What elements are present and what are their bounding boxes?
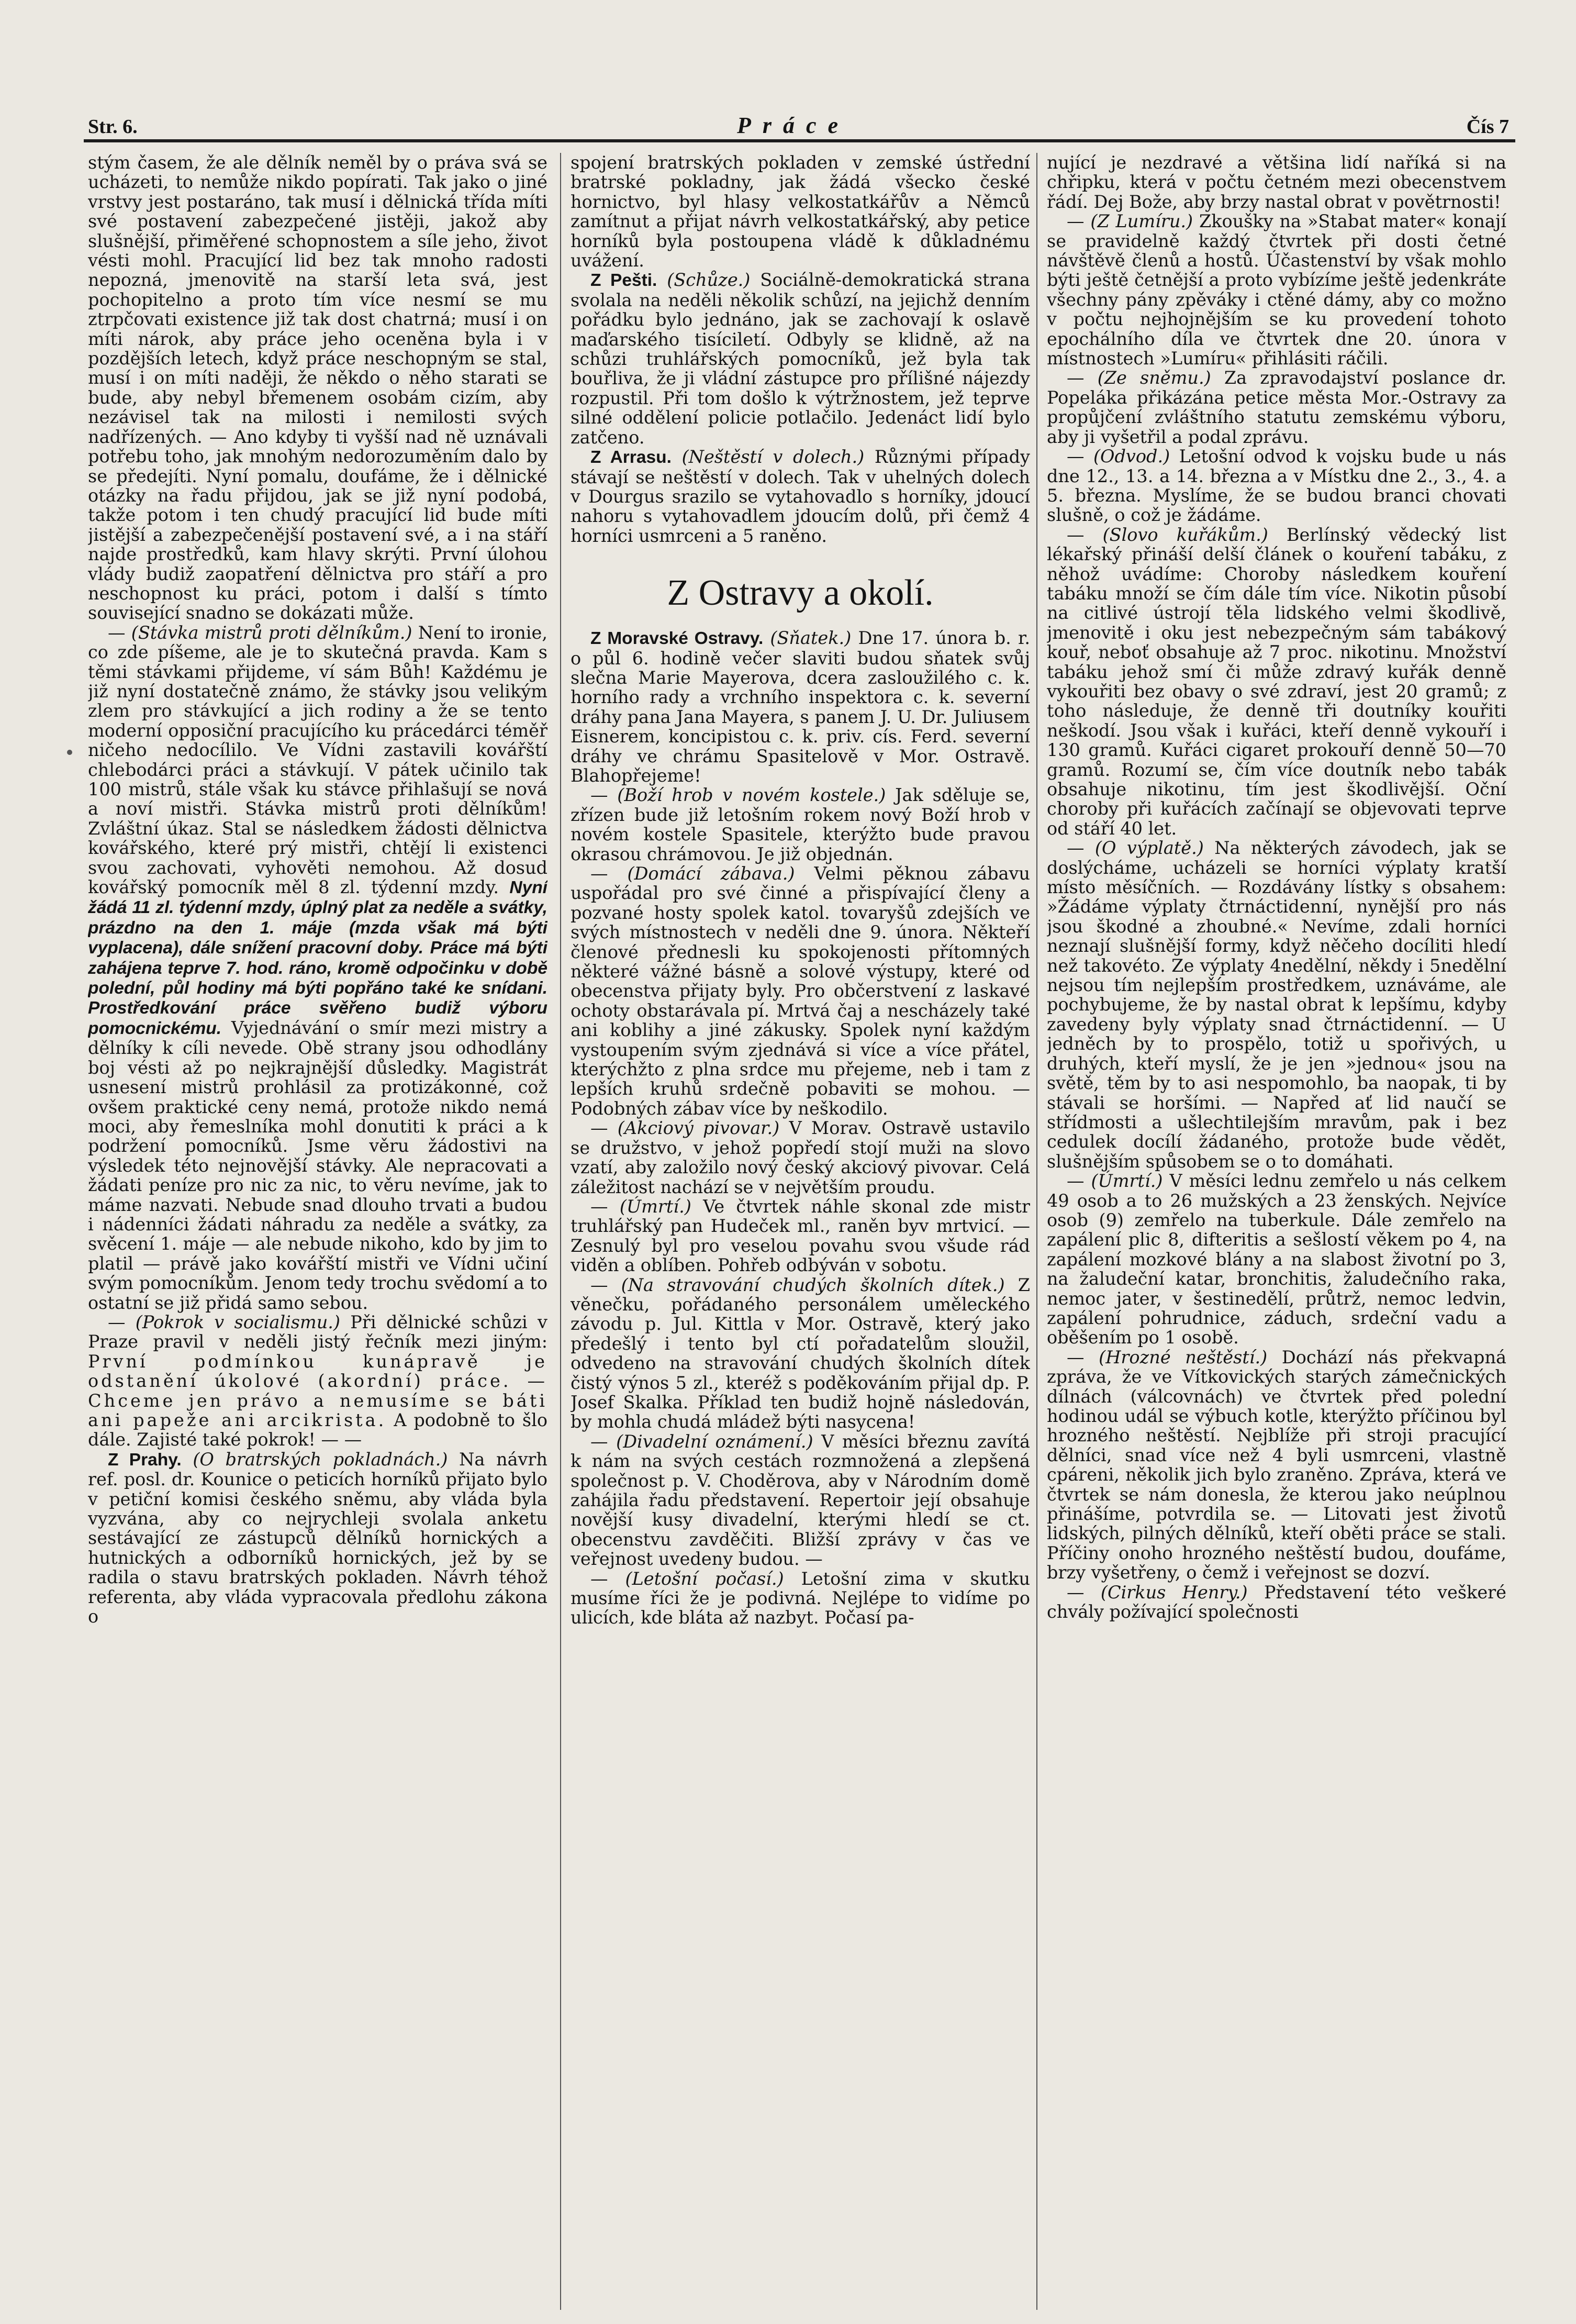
article-place: Z Arrasu.: [590, 448, 672, 468]
article-paragraph: — (Z Lumíru.) Zkoušky na »Stabat mater« konají se pravidelně každý čtvrtek při dosti četné návštěvě členů a hostů. Účastenství by však mohlo býti ještě četnější a proto vybízíme ještě jedenkráte všechny pány zpěváky i ctěné dámy, aby co možno v počtu nejhojnějším se ku provedení tohoto epochálního díla ve čtvrtek dne 20. února v místnostech »Lumíru« přihlásiti ráčili.: [1047, 211, 1506, 369]
article-title: (Hrozné neštěstí.): [1099, 1347, 1268, 1367]
article-title: (Neštěstí v dolech.): [681, 447, 865, 468]
article-title: (O bratrských pokladnách.): [193, 1449, 448, 1470]
issue-number: Čís 7: [1466, 116, 1509, 138]
spaced-quote: První podmínkou kunápravě je odstanění úkolové (akordní) práce. — Chceme jen právo a nemusíme se báti ani papeže ani arcikrista.: [88, 1351, 547, 1430]
newspaper-title: Práce: [737, 113, 850, 138]
article-title: (Divadelní oznámení.): [616, 1431, 813, 1452]
article-title: (Úmrtí.): [1091, 1171, 1163, 1192]
article-title: (Z Lumíru.): [1090, 211, 1193, 232]
article-place: Z Prahy.: [108, 1450, 182, 1470]
article-paragraph: Z Pešti. (Schůze.) Sociálně-demokratická strana svolala na neděli několik schůzí, na jejichž denním pořádku bylo jednáno, jak se zachovají k oslavě maďarského tisíciletí. Odbyly se klidně, až na schůzi truhlářských pomocníků, jež byla tak bouřliva, že ji vládní zástupce pro přílišné nájezdy rozpustil. Při tom došlo k výtržnostem, jež teprve silné oddělení policie potlačilo. Jedenáct lidí bylo zatčeno.: [571, 270, 1030, 448]
article-paragraph: — (Divadelní oznámení.) V měsíci březnu zavítá k nám na svých cestách rozmnožená a zlepšená společnost p. V. Choděrova, aby v Národním domě zahájila řadu představení. Repertoir její obsahuje novější kusy divadelní, kterými hledí se ct. obecenstvu zavděčiti. Bližší zprávy v čas ve veřejnost uvedeny budou. —: [571, 1431, 1030, 1570]
article-paragraph: — (Odvod.) Letošní odvod k vojsku bude u nás dne 12., 13. a 14. března a v Místku dne 2., 3., 4. a 5. března. Myslíme, že se budou branci chovati slušně, o což je žádáme.: [1047, 446, 1506, 526]
article-paragraph: Z Arrasu. (Neštěstí v dolech.) Různými případy stávají se neštěstí v dolech. Tak v uhelných dolech v Dourgus srazilo se vytahovadlo s horníky, jdoucí nahoru s vytahovadlem jdoucím dolů, při čemž 4 horníci usmrceni a 5 raněno.: [571, 447, 1030, 546]
article-title: (Letošní počasí.): [625, 1568, 784, 1589]
article-title: (O výplatě.): [1094, 838, 1204, 859]
article-title: (Schůze.): [667, 270, 751, 291]
article-title: (Akciový pivovar.): [617, 1118, 780, 1139]
article-title: (Pokrok v socialismu.): [135, 1311, 340, 1332]
article-paragraph: — (Úmrtí.) V měsíci lednu zemřelo u nás celkem 49 osob a to 26 mužských a 23 ženských. Nejvíce osob (9) zemřelo na tuberkule. Dále zemřelo na zapálení plic 8, difteritis a sešlostí věkem po 4, na zapálení mozkové blány a na slabost životní po 3, na žaludeční katar, bronchitis, žaludečního raka, nemoc jater, v šestinedělí, průtrž, nemoc ledvin, zapálení pohrudnice, záduch, srdeční vadu a oběšením po 1 osobě.: [1047, 1171, 1506, 1348]
article-paragraph: Z Prahy. (O bratrských pokladnách.) Na návrh ref. posl. dr. Kounice o peticích horníků přijato bylo v petiční komisi českého sněmu, aby vláda byla vyzvána, aby co nejrychleji svolala anketu sestávající ze zástupců dělníků hornických a hutnických a odborníků hornických, jež by se radila o stavu bratrských pokladen. Návrh téhož referenta, aby vláda vypracovala předlohu zákona o: [88, 1449, 547, 1627]
article-paragraph: — (Cirkus Henry.) Představení této veškeré chvály požívající společnosti: [1047, 1582, 1506, 1622]
article-paragraph: — (Stávka mistrů proti dělníkům.) Není to ironie, co zde píšeme, ale je to skutečná pravda. Kam s těmi stávkami přijdeme, ví sám Bůh! Každému je již nyní dostatečně známo, že stávky jsou velikým zlem pro stávkující a jich rodiny a že se tento moderní opposiční pracujícího ku prácedárci téměř ničeho nedocílilo. Ve Vídni zastavili kovářští chlebodárci práci a stávkují. V pátek učinilo tak 100 mistrů, stále však ku stávce přihlašují se nová a noví mistři. Stávka mistrů proti dělníkům! Zvláštní úkaz. Stal se následkem žádosti dělnictva kovářského, které prý mistři, chtějí li existenci svou zachovati, vyhověti nemohou. Až dosud kovářský pomocník měl 8 zl. týdenní mzdy. Nyní žádá 11 zl. týdenní mzdy, úplný plat za neděle a svátky, prázdno na den 1. máje (mzda však má býti vyplacena), dále snížení pracovní doby. Práce má býti zahájena teprve 7. hod. ráno, kromě odpočinku v době polední, půl hodiny má býti popřáno také ke snídani. Prostředkování práce svěřeno budiž výboru pomocnickému. Vyjednávání o smír mezi mistry a dělníky k cíli nevede. Obě strany jsou odhodlány boj vésti až po nejkrajnější důsledky. Magistrát usnesení mistrů prohlásil za protizákonné, což ovšem praktické ceny nemá, protože nikdo nemá moci, aby řemeslníka mohl donutiti k práci a k podržení pomocníků. Jsme věru žádostivi na výsledek této nejnovější stávky. Ale nepracovati a žádati peníze pro nic za nic, to věru nevíme, jak to máme nazvati. Nebude snad dlouho trvati a budou i nádenníci žádati náhradu za neděle a svátky, za svěcení 1. máje — ale nebude nikoho, kdo by jim to platil — právě jako kovářští mistři ve Vídni učiní svým pomocníkům. Jenom tedy trochu svědomí a to ostatní se již přidá samo sebou.: [88, 622, 547, 1313]
column-1: [88, 153, 547, 2310]
section-heading: Z Ostravy a okolí.: [667, 573, 934, 614]
column-divider: [1036, 153, 1037, 2310]
article-title: (Úmrtí.): [619, 1196, 691, 1217]
column-2: [571, 153, 1030, 2310]
article-title: (Sňatek.): [770, 628, 852, 649]
article-title: (Cirkus Henry.): [1100, 1582, 1248, 1603]
article-paragraph: — (Pokrok v socialismu.) Při dělnické schůzi v Praze pravil v neděli jistý řečník mezi jiným: První podmínkou kunápravě je odstanění úkolové (akordní) práce. — Chceme jen právo a nemusíme se báti ani papeže ani arcikrista. A podobně to šlo dále. Zajisté také pokrok! — —: [88, 1311, 547, 1450]
punch-hole-mark: [67, 750, 72, 755]
article-title: (Stávka mistrů proti dělníkům.): [131, 622, 412, 643]
article-place: Z Moravské Ostravy.: [590, 629, 764, 649]
column-divider: [560, 153, 561, 2310]
article-paragraph: — (Akciový pivovar.) V Morav. Ostravě ustavilo se družstvo, v jehož popředí stojí muži na slovo vzatí, aby založilo nový český akciový pivovar. Celá záležitost nachází se v největším proudu.: [571, 1118, 1030, 1197]
article-paragraph: — (Slovo kuřákům.) Berlínský vědecký list lékařský přináší delší článek o kouření tabáku, z něhož uvádíme: Choroby následkem kouření tabáku množí se čím dále tím více. Nikotin působí na citlivé ústrojí těla lidského velmi škodlivě, jmenovitě i oku jest nebezpečným sám tabákový kouř, neboť obsahuje až 7 proc. nikotinu. Množství tabáku jehož smí či může zdravý kuřák denně vykouřiti bez obavy o své zdraví, jest 20 gramů; z toho následuje, že denně tři doutníky kouřiti neškodí. Jsou však i kuřáci, kteří denně vykouří i 130 gramů. Kuřáci cigaret prokouří denně 50—70 gramů. Rozumí se, čím více doutník nebo tabák obsahuje nikotinu, tím jest škodlivější. Oční choroby při kuřácích začínají se objevovati teprve od stáří 40 let.: [1047, 524, 1506, 839]
header-rule: [84, 139, 1515, 142]
article-title: (Ze sněmu.): [1097, 368, 1211, 388]
article-paragraph: nující je nezdravé a většina lidí naříká si na chřipku, která v počtu četném mezi obecenstvem řádí. Dej Bože, aby brzy nastal obrat v povětrnosti!: [1047, 153, 1506, 212]
article-paragraph: — (Boží hrob v novém kostele.) Jak sděluje se, zřízen bude již letošním rokem nový Boží hrob v novém kostele Spasitele, kterýžto bude pravou okrasou chrámovou. Je již objednán.: [571, 785, 1030, 864]
article-title: (Slovo kuřákům.): [1102, 524, 1268, 545]
article-paragraph: — (Ze sněmu.) Za zpravodajství poslance dr. Popeláka přikázána petice města Mor.-Ostravy za propůjčení zvláštního statutu zemskému výboru, aby ji vyšetřil a podal zprávu.: [1047, 368, 1506, 447]
article-paragraph: spojení bratrských pokladen v zemské ústřední bratrské pokladny, jak žádá všecko české hornictvo, byl hlasy velkostatkářův a Němců zamítnut a přijat návrh velkostatkářský, aby petice horníků byla postoupena vládě k důkladnému uvážení.: [571, 153, 1030, 271]
article-paragraph: — (Úmrtí.) Ve čtvrtek náhle skonal zde mistr truhlářský pan Hudeček ml., raněn byv mrtvicí. — Zesnulý byl pro veselou povahu svou všude rád viděn a oblíben. Pohřeb odbýván v sobotu.: [571, 1196, 1030, 1276]
article-paragraph: — (Letošní počasí.) Letošní zima v skutku musíme říci že je podivná. Nejlépe to vidíme po ulicích, kde bláta až nazbyt. Počasí pa-: [571, 1568, 1030, 1628]
page-header: [88, 112, 1509, 143]
article-place: Z Pešti.: [590, 271, 657, 291]
article-paragraph: — (O výplatě.) Na některých závodech, jak se doslýcháme, ucházeli se horníci výplaty kratší místo měsíčních. — Rozdávány lístky s obsahem: »Žádáme výplaty čtrnáctidenní, nynější pro nás jsou škodné a zhoubné.« Nevíme, zdali horníci neznají slušnější formy, když něčeho docíliti hledí než takovéto. Ze výplaty 4nedělní, někdy i 5nedělní nejsou tím nejlepším prostředkem, uznáváme, ale pochybujeme, že by nastal obrat k lepšímu, kdyby zavedeny byly výplaty snad čtrnáctidenní. — U jedněch by to prospělo, totiž u spořivých, u druhých, kteří myslí, že je jen »jednou« jsou na světě, těm by to asi nespomohlo, ba naopak, ti by stávali se horšími. — Napřed ať lid naučí se střídmosti a ušlechtilejším mravům, pak i bez cedulek docílí žádaného, protože bude vědět, slušnějším spůsobem se o to domáhati.: [1047, 838, 1506, 1172]
article-paragraph: — (Hrozné neštěstí.) Dochází nás překvapná zpráva, že ve Vítkovických starých zámečnických dílnách (válcovnách) ve čtvrtek před polední hodinou udál se výbuch kotle, kterýžto příčinou byl hrozného neštěstí. Nejblíže při stroji pracující dělníci, snad více než 4 byli usmrceni, vlastně cpáreni, několik jich bylo zraněno. Zpráva, která ve čtvrtek se nám donesla, že kterou jako neúplnou přinášíme, potvrdila se. — Litovati jest životů lidských, pilných dělníků, kteří oběti práce se stali. Příčiny onoho hrozného neštěstí budou, doufáme, brzy vyšetřeny, o čemž i veřejnost se dozví.: [1047, 1347, 1506, 1583]
article-title: (Odvod.): [1093, 446, 1170, 467]
article-paragraph: — (Na stravování chudých školních dítek.) Z věnečku, pořádaného personálem uměleckého závodu p. Jul. Kittla v Mor. Ostravě, který jako předešlý i tento byl ctí pořadatelům sloužil, odvedeno na stravování chudých školních dítek čistý výnos 5 zl., kteréž s poděkováním přijal dp. P. Josef Skalka. Příklad ten budiž hojně následován, by mohla chudá mládež býti nasycena!: [571, 1274, 1030, 1432]
article-paragraph: stým časem, že ale dělník neměl by o práva svá se ucházeti, to nemůže nikdo popírati. Tak jako o jiné vrstvy jest postaráno, tak musí i dělnická třída míti své postavení zabezpečené jistěji, jakož aby slušnější, přiměřené schopnostem a síle jeho, život vésti mohl. Pracující lid bez tak mnoho radosti nepozná, jmenovitě na starší leta svá, jest pochopitelno a proto tím více nesmí se mu ztrpčovati existence již tak dost chatrná; musí i on míti nárok, aby práce jeho oceněna byla i v pozdějších letech, když práce neschopným se stal, musí i on míti naději, že někdo o něho starati se bude, aby nebyl břemenem osobám cizím, aby nezávisel tak na milosti i nemilosti svých nadřízených. — Ano kdyby ti vyšší nad ně uznávali potřebu toho, jak mnohým nedorozuměním dalo by se předejíti. Nyní pomalu, doufáme, že i dělnické otázky na řadu přijdou, jak se již nyní podobá, takže potom i ten chudý pracující lid bude míti jistější a zabezpečenější postavení své, a i na stáří najde prostředků, kam hlavy skrýti. První úlohou vlády budiž zaopatření dělnictva pro stáří a pro neschopnost ku práci, potom i další s tímto související snadno se dokázati může.: [88, 153, 547, 624]
article-title: (Na stravování chudých školních dítek.): [621, 1274, 1005, 1295]
strike-demands: Nyní žádá 11 zl. týdenní mzdy, úplný plat za neděle a svátky, prázdno na den 1. máje (mzda však má býti vyplacena), dále snížení pracovní doby. Práce má býti zahájena teprve 7. hod. ráno, kromě odpočinku v době polední, půl hodiny má býti popřáno také ke snídani. Prostředkování práce svěřeno budiž výboru pomocnickému.: [88, 878, 547, 1038]
article-paragraph: Z Moravské Ostravy. (Sňatek.) Dne 17. února b. r. o půl 6. hodině večer slaviti budou sňatek svůj slečna Marie Mayerova, dcera zasloužilého c. k. horního rady a vrchního inspektora c. k. severní dráhy pana Jana Mayera, s panem J. U. Dr. Juliusem Eisnerem, koncipistou c. k. priv. cís. Ferd. severní dráhy ve chrámu Spasitelově v Mor. Ostravě. Blahopřejeme!: [571, 628, 1030, 786]
article-title: (Boží hrob v novém kostele.): [617, 785, 886, 806]
article-title: (Domácí zábava.): [627, 863, 795, 884]
column-3: [1047, 153, 1506, 2310]
article-paragraph: — (Domácí zábava.) Velmi pěknou zábavu uspořádal pro své činné a přispívající členy a pozvané hosty spolek katol. tovaryšů zdejších ve svých místnostech v neděli dne 9. února. Někteří členové přednesli ku spokojenosti přítomných některé vážné básně a solové výstupy, které od obecenstva přijaty byly. Pro občerstvení z laskavé ochoty obstarávala pí. Mrtvá čaj a nescházely také ani koblihy a jiné zákusky. Spolek nyní každým vystoupením svým zjednává si více a více přátel, kterýchžto z plna srdce mu přejeme, neb i tam z lepších kruhů srdečně pobaviti se mohou. — Podobných zábav více by neškodilo.: [571, 863, 1030, 1119]
page-number: Str. 6.: [88, 116, 138, 138]
